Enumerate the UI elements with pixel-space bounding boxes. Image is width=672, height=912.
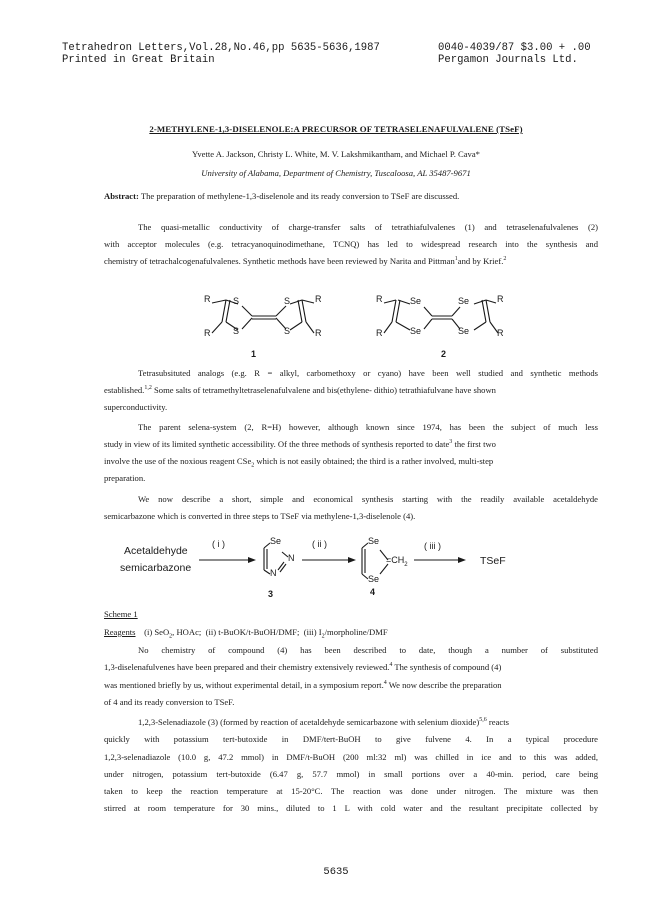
methylene-group	[386, 555, 408, 568]
para2-line2	[104, 385, 496, 395]
step-label: ( i )	[212, 539, 225, 549]
subscript: 2	[169, 633, 173, 640]
starting-material-line2: semicarbazone	[120, 562, 192, 574]
journal-citation: Tetrahedron Letters,Vol.28,No.46,pp 5635-5636,1987	[62, 42, 380, 54]
article-title: 2-METHYLENE-1,3-DISELENOLE:A PRECURSOR OF TETRASELENAFULVALENE (TSeF)	[149, 124, 523, 134]
bond	[290, 300, 302, 304]
bond	[424, 319, 432, 329]
selenium-atom: Se	[410, 326, 422, 336]
citation-ref: 1	[454, 256, 458, 263]
subscript: 2	[251, 462, 255, 469]
para6-line2: quickly with potassium tert-butoxide in DMF/tert-BuOH to give fulvene 4. In a typical procedure	[104, 734, 598, 744]
substituent-r: R	[376, 328, 383, 338]
bond	[302, 300, 314, 303]
para5-line3	[104, 680, 502, 690]
bond	[474, 300, 486, 304]
para6-line1	[138, 717, 509, 727]
bond	[396, 300, 400, 322]
reagent-i: (i) SeO	[144, 627, 170, 637]
step-label: ( iii )	[424, 541, 441, 551]
bond	[212, 322, 222, 333]
arrowhead	[458, 557, 466, 563]
nitrogen-atom: N	[288, 553, 295, 563]
para5-line1: No chemistry of compound (4) has been described to date, though a number of substituted	[138, 645, 598, 655]
para1-line2: with acceptor molecules (e.g. tetracyanoquinodimethane, TCNQ) has led to widespread research into the synthesis and	[104, 239, 598, 249]
para5-line2-text: 1,3-diselenafulvenes have been prepared and their chemistry extensively reviewed.	[104, 662, 390, 672]
bond	[396, 322, 410, 330]
para4-line2: semicarbazone which is converted in three steps to TSeF via methylene-1,3-diselenole (4).	[104, 511, 416, 521]
para4-line1: We now describe a short, simple and economical synthesis starting with the readily available acetaldehyde	[138, 494, 598, 504]
citation-ref: 4	[389, 662, 393, 669]
para6-line6: stirred at room temperature for 30 mins., diluted to 1 L with cold water and the resultant precipitate collected by	[104, 803, 598, 813]
bond	[280, 564, 286, 572]
para6-line5: taken to keep the reaction temperature at 15-20°C. The reaction was done under nitrogen. The mixture was then	[104, 786, 598, 796]
substituent-r: R	[204, 294, 211, 304]
arrowhead	[348, 557, 356, 563]
selenium-atom: Se	[270, 536, 282, 546]
reagents-label: Reagents	[104, 627, 136, 637]
compound-number-3: 3	[268, 589, 274, 599]
para2-line1: Tetrasubsituted analogs (e.g. R = alkyl, carbomethoxy or cyano) have been well studied and synthetic methods	[138, 368, 598, 378]
substituent-r: R	[315, 328, 322, 338]
printed-location: Printed in Great Britain	[62, 54, 215, 66]
para5-line3-text-b: We now describe the preparation	[388, 680, 502, 690]
bond	[302, 300, 306, 322]
methylene-text: =CH	[386, 555, 405, 565]
bond	[384, 300, 396, 303]
bond	[222, 300, 226, 322]
substituent-r: R	[315, 294, 322, 304]
bond	[384, 322, 392, 333]
subscript: 2	[404, 561, 408, 568]
selenium-atom: Se	[368, 536, 380, 546]
para5-line2-text-b: The synthesis of compound (4)	[394, 662, 502, 672]
bond	[486, 300, 490, 322]
para6-line1-text-b: reacts	[488, 717, 509, 727]
para3-line2-text-b: the first two	[454, 439, 496, 449]
para5-line2	[104, 662, 501, 672]
para3-line3-text: involve the use of the noxious reagent CSe	[104, 456, 252, 466]
para3-line2-text: study in view of its limited synthetic accessibility. Of the three methods of synthesis reported to date	[104, 439, 450, 449]
para1-line3-text: chemistry of tetrachalcogenafulvalenes. Synthetic methods have been reviewed by Narita and Pittman	[104, 256, 455, 266]
para2-line2-text-b: Some salts of tetramethyltetraselenafulvalene and bis(ethylene- dithio) tetrathiafulvane have shown	[154, 385, 496, 395]
bond	[242, 318, 252, 329]
selenium-atom: Se	[458, 326, 470, 336]
product-tsef: TSeF	[480, 555, 506, 567]
reagent-i-b: , HOAc;	[172, 627, 202, 637]
selenium-atom: Se	[368, 574, 380, 584]
para1-line1: The quasi-metallic conductivity of charge-transfer salts of tetrathiafulvalenes (1) and tetraselenafulvalenes (2)	[138, 222, 598, 232]
para6-line3: 1,2,3-selenadiazole (10.0 g, 47.2 mmol) in DMF/t-BuOH (200 ml:32 ml) was chilled in ice and to this was added,	[104, 752, 598, 762]
citation-ref: 2	[503, 256, 507, 263]
reagent-iii: (iii) I	[303, 627, 322, 637]
step-label: ( ii )	[312, 539, 327, 549]
bond	[486, 300, 496, 303]
nitrogen-atom: N	[270, 568, 277, 578]
bond	[226, 300, 230, 322]
bond	[380, 564, 388, 574]
bond	[278, 562, 284, 570]
para3-line2	[104, 439, 496, 449]
bond	[212, 300, 226, 303]
citation-ref: 1,2	[144, 385, 152, 392]
starting-material-line1: Acetaldehyde	[124, 545, 188, 557]
citation-ref: 4	[383, 680, 387, 687]
bond	[298, 300, 302, 322]
bond	[452, 307, 460, 316]
para3-line3	[104, 456, 494, 469]
price-code: 0040-4039/87 $3.00 + .00	[438, 42, 591, 54]
bond	[474, 322, 486, 330]
author-list: Yvette A. Jackson, Christy L. White, M. V. Lakshmikantham, and Michael P. Cava*	[192, 149, 480, 159]
para5-line3-text: was mentioned briefly by us, without experimental detail, in a symposium report.	[104, 680, 384, 690]
arrowhead	[248, 557, 256, 563]
para5-line4: of 4 and its ready conversion to TSeF.	[104, 697, 235, 707]
substituent-r: R	[497, 328, 504, 338]
citation-ref: 5,6	[479, 717, 487, 724]
selenium-atom: Se	[458, 296, 470, 306]
para2-line2-text: established.	[104, 385, 145, 395]
bond	[306, 322, 314, 333]
scheme-label: Scheme 1	[104, 609, 138, 619]
subscript: 2	[321, 633, 325, 640]
citation-ref: 3	[449, 439, 453, 446]
compound-number-2: 2	[441, 349, 447, 359]
para1-line3-text-b: and by Krief.	[457, 256, 504, 266]
para3-line1: The parent selena-system (2, R=H) however, although known since 1974, has been the subject of much less	[138, 422, 598, 432]
abstract-text: The preparation of methylene-1,3-diselenole and its ready conversion to TSeF are discussed.	[140, 191, 460, 201]
para6-line1-text: 1,2,3-Selenadiazole (3) (formed by reaction of acetaldehyde semicarbazone with selenium dioxide)	[138, 717, 480, 727]
sulfur-atom: S	[284, 326, 291, 336]
para3-line4: preparation.	[104, 473, 146, 483]
abstract-label: Abstract:	[104, 191, 139, 201]
substituent-r: R	[204, 328, 211, 338]
bond	[424, 307, 432, 316]
compound-number-1: 1	[251, 349, 257, 359]
publisher: Pergamon Journals Ltd.	[438, 54, 578, 66]
bond	[242, 306, 252, 316]
reagent-ii: (ii) t-BuOK/t-BuOH/DMF;	[205, 627, 300, 637]
bond	[392, 300, 396, 322]
compound-number-4: 4	[370, 587, 376, 597]
reagents-line	[104, 627, 388, 640]
substituent-r: R	[497, 294, 504, 304]
reagent-iii-b: /morpholine/DMF	[324, 627, 388, 637]
page-number: 5635	[323, 866, 349, 878]
affiliation: University of Alabama, Department of Chemistry, Tuscaloosa, AL 35487-9671	[201, 168, 471, 178]
sulfur-atom: S	[284, 296, 291, 306]
para6-line4: under nitrogen, potassium tert-butoxide (6.47 g, 57.7 mmol) in small portions over a 40-min. period, care being	[104, 769, 598, 779]
bond	[290, 322, 302, 330]
substituent-r: R	[376, 294, 383, 304]
sulfur-atom: S	[233, 326, 240, 336]
para3-line3-text-b: which is not easily obtained; the third is a rather involved, multi-step	[256, 456, 494, 466]
sulfur-atom: S	[233, 296, 240, 306]
bond	[276, 306, 286, 316]
bond	[482, 300, 486, 322]
para2-line3: superconductivity.	[104, 402, 168, 412]
selenium-atom: Se	[410, 296, 422, 306]
